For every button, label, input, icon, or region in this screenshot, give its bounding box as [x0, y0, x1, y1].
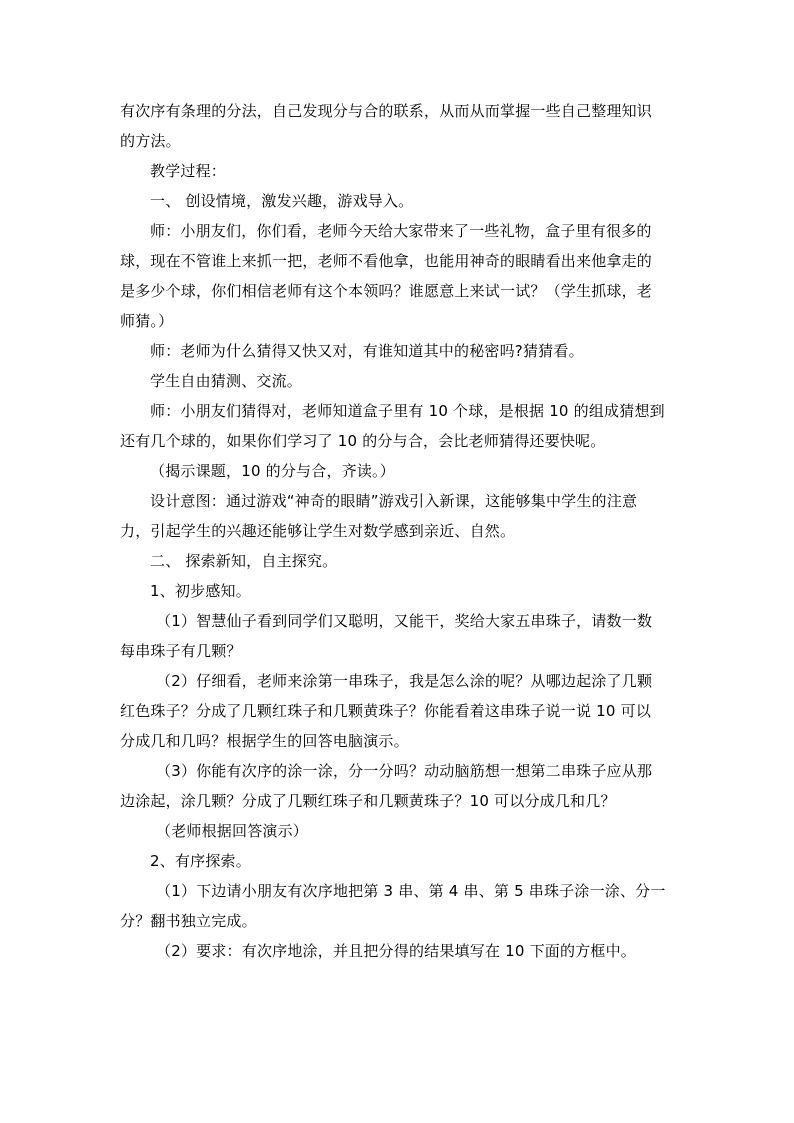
section-heading: 一、 创设情境，激发兴趣，游戏导入。 [150, 192, 414, 210]
text-line: 有次序有条理的分法，自己发现分与合的联系，从而从而掌握一些自己整理知识 [120, 102, 653, 120]
text-line: 学生自由猜测、交流。 [150, 372, 303, 390]
text-line: （揭示课题，10 的分与合，齐读。） [150, 462, 395, 480]
text-line: 红色珠子？分成了几颗红珠子和几颗黄珠子？你能看着这串珠子说一说 10 可以 [120, 702, 652, 720]
text-line: （老师根据回答演示） [156, 822, 309, 840]
subsection-heading: 2、有序探索。 [150, 852, 251, 870]
text-line: 师猜。） [120, 312, 174, 330]
text-line: 师：小朋友们猜得对，老师知道盒子里有 10 个球，是根据 10 的组成猜想到 [150, 402, 665, 420]
text-line: （1）智慧仙子看到同学们又聪明，又能干，奖给大家五串珠子，请数一数 [156, 612, 653, 630]
text-line: 师：小朋友们，你们看，老师今天给大家带来了一些礼物，盒子里有很多的 [150, 222, 652, 240]
text-line: 每串珠子有几颗？ [120, 642, 242, 660]
text-line: 边涂起，涂几颗？分成了几颗红珠子和几颗黄珠子？10 可以分成几和几？ [120, 792, 616, 810]
text-line: 还有几个球的，如果你们学习了 10 的分与合，会比老师猜得还要快呢。 [120, 432, 606, 450]
section-heading: 二、 探索新知，自主探究。 [150, 552, 338, 570]
text-line: 球，现在不管谁上来抓一把，老师不看他拿，也能用神奇的眼睛看出来他拿走的 [120, 252, 653, 270]
text-line: 力，引起学生的兴趣还能够让学生对数学感到亲近、自然。 [120, 522, 516, 540]
document-body [120, 96, 680, 966]
text-line: 设计意图：通过游戏“神奇的眼睛”游戏引入新课，这能够集中学生的注意 [150, 492, 638, 510]
text-line: 分？翻书独立完成。 [120, 912, 257, 930]
text-line: （3）你能有次序的涂一涂，分一分吗？动动脑筋想一想第二串珠子应从那 [156, 762, 653, 780]
text-line: （1）下边请小朋友有次序地把第 3 串、第 4 串、第 5 串珠子涂一涂、分一 [156, 882, 666, 900]
subsection-heading: 1、初步感知。 [150, 582, 251, 600]
text-line: 分成几和几吗？根据学生的回答电脑演示。 [120, 732, 409, 750]
text-line: 的方法。 [120, 132, 181, 150]
section-heading: 教学过程： [150, 162, 227, 180]
text-line: （2）要求：有次序地涂，并且把分得的结果填写在 10 下面的方框中。 [156, 942, 636, 960]
text-line: 是多少个球，你们相信老师有这个本领吗？谁愿意上来试一试？（学生抓球，老 [120, 282, 653, 300]
text-line: 师：老师为什么猜得又快又对，有谁知道其中的秘密吗?猜猜看。 [150, 342, 584, 360]
text-line: （2）仔细看，老师来涂第一串珠子，我是怎么涂的呢？从哪边起涂了几颗 [156, 672, 653, 690]
